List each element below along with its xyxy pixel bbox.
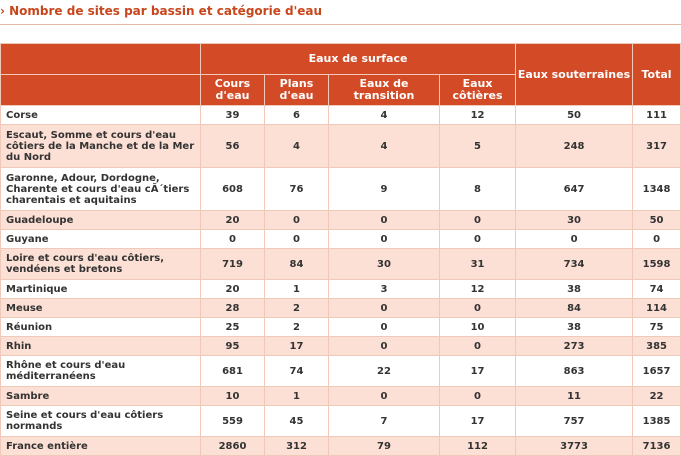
cell-souterraines: 863 (516, 356, 633, 387)
cell-souterraines: 11 (516, 387, 633, 406)
cell-total: 1385 (633, 406, 681, 437)
cell-cotieres: 0 (440, 387, 516, 406)
cell-total: 0 (633, 230, 681, 249)
cell-cotieres: 17 (440, 356, 516, 387)
cell-total: 114 (633, 299, 681, 318)
cell-plans: 6 (265, 106, 329, 125)
cell-cours: 681 (201, 356, 265, 387)
table-row (1, 406, 681, 437)
row-name: Guyane (1, 230, 201, 249)
row-name: Corse (1, 106, 201, 125)
header-souterraines: Eaux souterraines (516, 44, 633, 106)
cell-souterraines: 38 (516, 280, 633, 299)
cell-plans: 0 (265, 230, 329, 249)
cell-plans: 2 (265, 318, 329, 337)
cell-transition: 30 (329, 249, 440, 280)
cell-plans: 45 (265, 406, 329, 437)
cell-plans: 2 (265, 299, 329, 318)
cell-souterraines: 273 (516, 337, 633, 356)
cell-total: 1348 (633, 168, 681, 211)
table-row (1, 299, 681, 318)
cell-cotieres: 12 (440, 106, 516, 125)
cell-cours: 28 (201, 299, 265, 318)
cell-cotieres: 10 (440, 318, 516, 337)
cell-total: 111 (633, 106, 681, 125)
cell-cours: 559 (201, 406, 265, 437)
cell-souterraines: 248 (516, 125, 633, 168)
table-row (1, 211, 681, 230)
row-name: Martinique (1, 280, 201, 299)
header-plans: Plans d'eau (265, 75, 329, 106)
cell-transition: 4 (329, 106, 440, 125)
corner-cell (1, 44, 201, 75)
cell-cours: 608 (201, 168, 265, 211)
cell-transition: 0 (329, 230, 440, 249)
cell-plans: 17 (265, 337, 329, 356)
cell-cours: 2860 (201, 437, 265, 456)
cell-transition: 3 (329, 280, 440, 299)
row-name: Réunion (1, 318, 201, 337)
cell-total: 1657 (633, 356, 681, 387)
cell-cotieres: 112 (440, 437, 516, 456)
cell-cotieres: 17 (440, 406, 516, 437)
cell-plans: 1 (265, 280, 329, 299)
cell-total: 75 (633, 318, 681, 337)
cell-cours: 719 (201, 249, 265, 280)
cell-souterraines: 84 (516, 299, 633, 318)
row-name: Meuse (1, 299, 201, 318)
cell-cours: 20 (201, 211, 265, 230)
cell-plans: 4 (265, 125, 329, 168)
table-row-total (1, 437, 681, 456)
table-row (1, 125, 681, 168)
cell-total: 50 (633, 211, 681, 230)
header-cotieres: Eaux côtières (440, 75, 516, 106)
cell-total: 22 (633, 387, 681, 406)
cell-plans: 312 (265, 437, 329, 456)
row-name: Escaut, Somme et cours d'eau côtiers de la Manche et de la Mer du Nord (1, 125, 201, 168)
cell-transition: 0 (329, 211, 440, 230)
cell-total: 317 (633, 125, 681, 168)
cell-cotieres: 0 (440, 211, 516, 230)
header-total: Total (633, 44, 681, 106)
cell-cotieres: 0 (440, 230, 516, 249)
row-name: Guadeloupe (1, 211, 201, 230)
cell-souterraines: 38 (516, 318, 633, 337)
cell-cours: 25 (201, 318, 265, 337)
cell-cours: 0 (201, 230, 265, 249)
cell-souterraines: 647 (516, 168, 633, 211)
table-row (1, 280, 681, 299)
row-name: Garonne, Adour, Dordogne, Charente et cours d'eau cÃ´tiers charentais et aquitains (1, 168, 201, 211)
cell-souterraines: 50 (516, 106, 633, 125)
row-name: Sambre (1, 387, 201, 406)
cell-plans: 76 (265, 168, 329, 211)
cell-transition: 7 (329, 406, 440, 437)
cell-transition: 0 (329, 318, 440, 337)
cell-souterraines: 734 (516, 249, 633, 280)
cell-cours: 10 (201, 387, 265, 406)
cell-plans: 74 (265, 356, 329, 387)
cell-cotieres: 0 (440, 337, 516, 356)
cell-transition: 9 (329, 168, 440, 211)
cell-souterraines: 757 (516, 406, 633, 437)
cell-cours: 39 (201, 106, 265, 125)
cell-plans: 1 (265, 387, 329, 406)
row-name: Seine et cours d'eau côtiers normands (1, 406, 201, 437)
cell-transition: 0 (329, 299, 440, 318)
title-underline (0, 24, 681, 25)
cell-transition: 22 (329, 356, 440, 387)
table-row (1, 318, 681, 337)
cell-souterraines: 3773 (516, 437, 633, 456)
data-table (0, 43, 681, 456)
cell-transition: 0 (329, 337, 440, 356)
table-row (1, 230, 681, 249)
cell-plans: 0 (265, 211, 329, 230)
cell-cours: 95 (201, 337, 265, 356)
row-name: Loire et cours d'eau côtiers, vendéens et bretons (1, 249, 201, 280)
header-surface: Eaux de surface (201, 44, 516, 75)
cell-cours: 56 (201, 125, 265, 168)
cell-total: 7136 (633, 437, 681, 456)
corner-cell-lower (1, 75, 201, 106)
header-transition: Eaux de transition (329, 75, 440, 106)
table-row (1, 356, 681, 387)
cell-total: 74 (633, 280, 681, 299)
cell-cotieres: 5 (440, 125, 516, 168)
cell-total: 385 (633, 337, 681, 356)
cell-transition: 79 (329, 437, 440, 456)
page-title: › Nombre de sites par bassin et catégorie d'eau (0, 4, 323, 18)
table-row (1, 106, 681, 125)
cell-transition: 0 (329, 387, 440, 406)
cell-total: 1598 (633, 249, 681, 280)
row-name: France entière (1, 437, 201, 456)
header-cours: Cours d'eau (201, 75, 265, 106)
cell-souterraines: 0 (516, 230, 633, 249)
cell-transition: 4 (329, 125, 440, 168)
cell-cotieres: 8 (440, 168, 516, 211)
row-name: Rhin (1, 337, 201, 356)
cell-plans: 84 (265, 249, 329, 280)
cell-cotieres: 0 (440, 299, 516, 318)
table-row (1, 387, 681, 406)
cell-cours: 20 (201, 280, 265, 299)
cell-souterraines: 30 (516, 211, 633, 230)
table-row (1, 168, 681, 211)
cell-cotieres: 31 (440, 249, 516, 280)
table-row (1, 337, 681, 356)
row-name: Rhône et cours d'eau méditerranéens (1, 356, 201, 387)
cell-cotieres: 12 (440, 280, 516, 299)
table-row (1, 249, 681, 280)
